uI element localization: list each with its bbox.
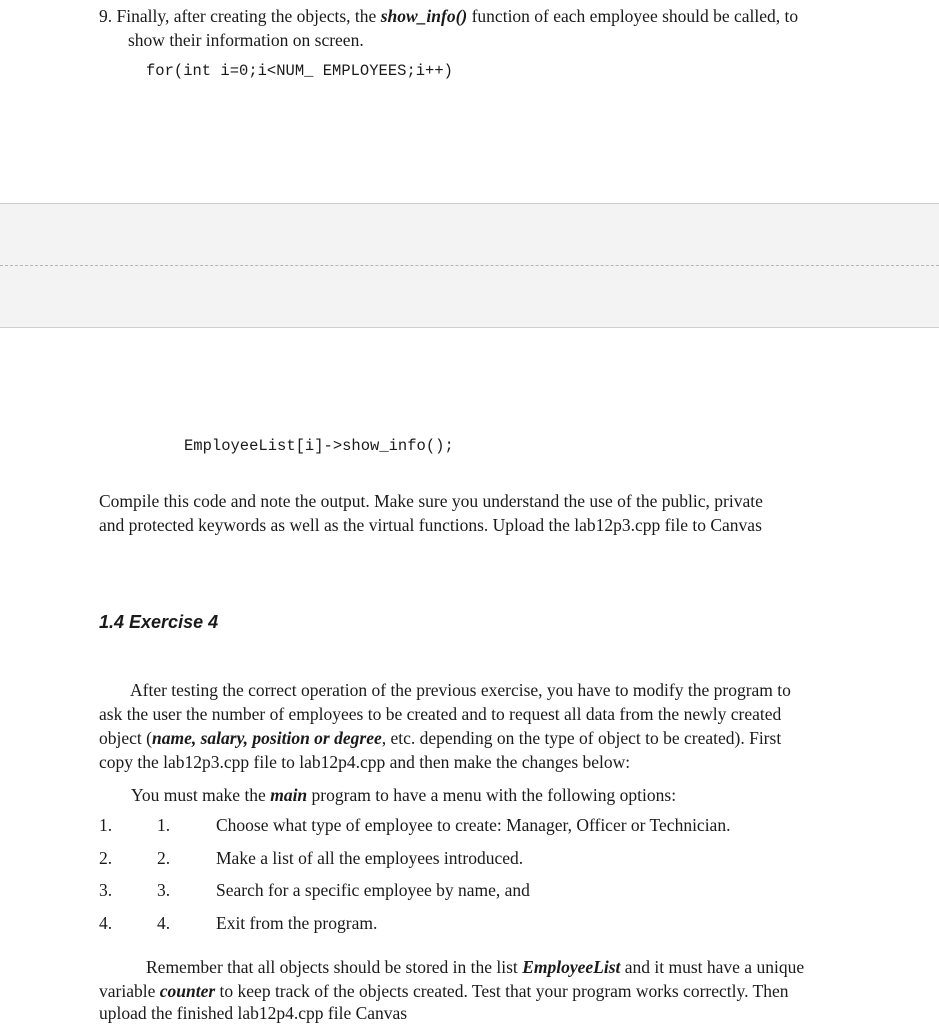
step-9-line-2: show their information on screen. [128,30,364,50]
option-text: Search for a specific employee by name, and [216,880,530,900]
option-text: Choose what type of employee to create: Manager, Officer or Technician. [216,815,731,835]
remember-line-1: Remember that all objects should be stored in the list EmployeeList and it must have a unique [146,957,805,977]
option-inner-number: 4. [157,913,171,933]
exercise-line-2: ask the user the number of employees to be created and to request all data from the newly created [99,704,782,724]
option-inner-number: 2. [157,848,171,868]
page-break-dashed-line [0,265,939,266]
step-number: 9. [99,6,113,26]
counter-name: counter [159,981,216,1001]
option-outer-number: 4. [99,913,113,933]
option-text: Make a list of all the employees introduced. [216,848,524,868]
compile-line-2: and protected keywords as well as the virtual functions. Upload the lab12p3.cpp file to Canvas [99,515,762,535]
section-heading: 1.4 Exercise 4 [99,612,219,632]
option-outer-number: 3. [99,880,113,900]
option-text: Exit from the program. [216,913,378,933]
code-for-loop: for(int i=0;i<NUM_ EMPLOYEES;i++) [146,62,453,80]
menu-intro: You must make the main program to have a menu with the following options: [131,785,677,805]
remember-line-2: variable counter to keep track of the objects created. Test that your program works correctly. Then [99,981,789,1001]
employee-list-name: EmployeeList [522,957,621,977]
remember-line-3: upload the finished lab12p4.cpp file Canvas [99,1003,408,1023]
exercise-line-3: object (name, salary, position or degree, etc. depending on the type of object to be created). First [99,728,782,748]
compile-line-1: Compile this code and note the output. Make sure you understand the use of the public, private [99,491,763,511]
option-inner-number: 1. [157,815,171,835]
exercise-line-4: copy the lab12p3.cpp file to lab12p4.cpp and then make the changes below: [99,752,631,772]
function-name: show_info() [380,6,468,26]
option-inner-number: 3. [157,880,171,900]
code-show-info-call: EmployeeList[i]->show_info(); [184,437,454,455]
data-fields: name, salary, position or degree [151,728,382,748]
main-keyword: main [270,785,308,805]
step-9-line-1: 9. Finally, after creating the objects, the show_info() function of each employee should be called, to [99,6,799,26]
option-outer-number: 2. [99,848,113,868]
option-outer-number: 1. [99,815,113,835]
exercise-line-1: After testing the correct operation of the previous exercise, you have to modify the program to [130,680,791,700]
